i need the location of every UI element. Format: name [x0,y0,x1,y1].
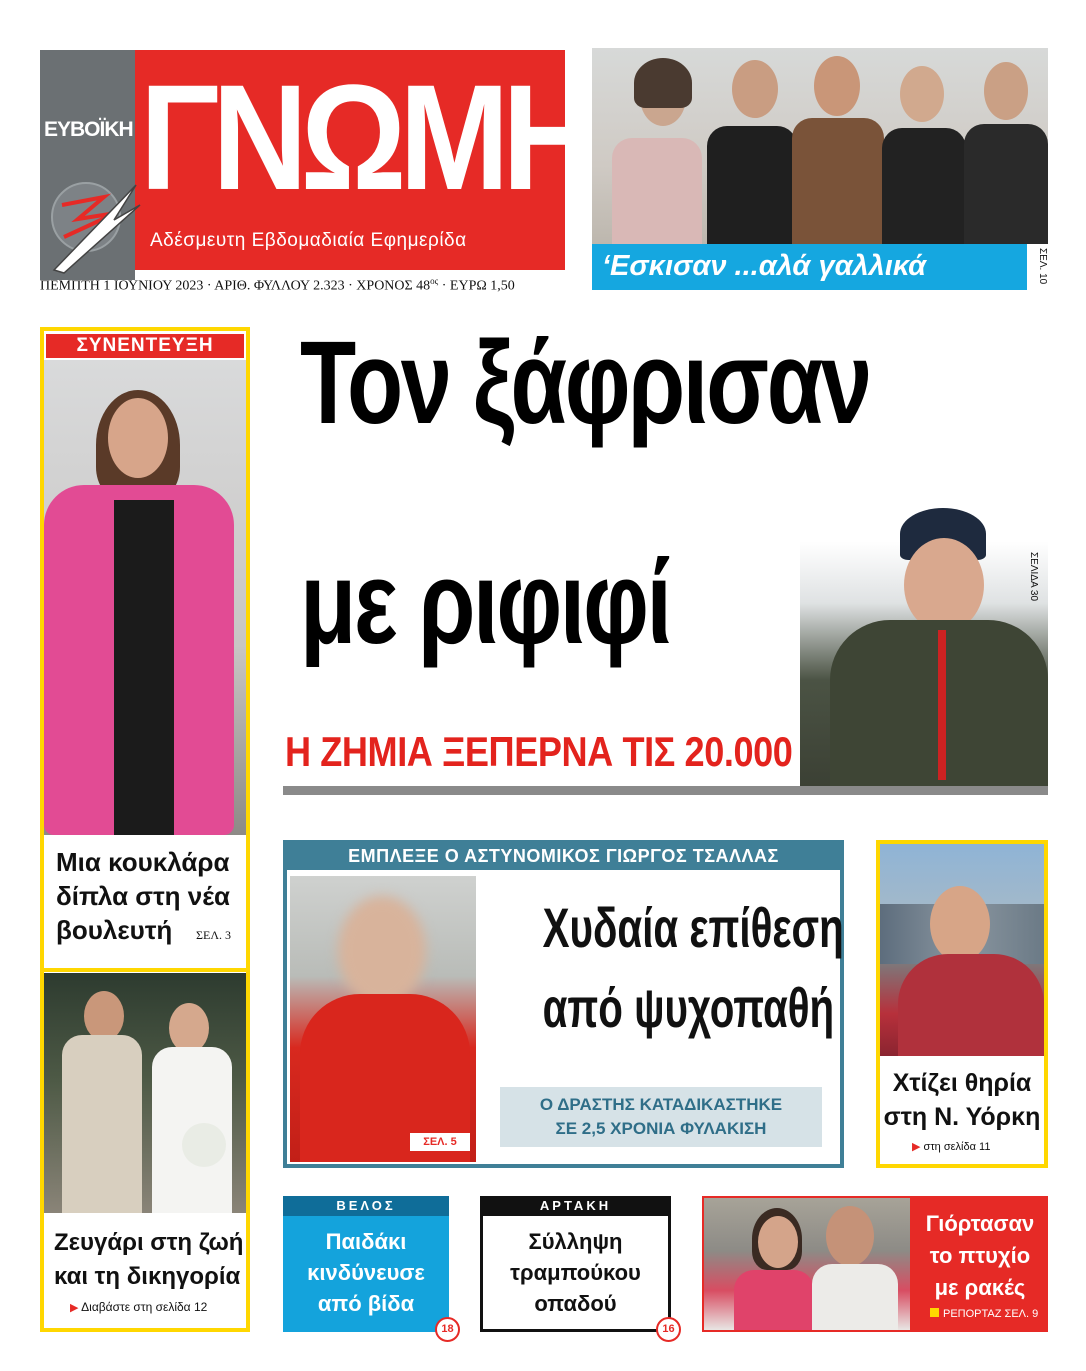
artaki-page-badge: 16 [656,1317,681,1342]
top-story-caption[interactable]: ‘Εσκισαν ...αλά γαλλικά [602,250,927,282]
pink-jacket-shape [734,1270,814,1330]
person-face [814,56,860,116]
artaki-line1: Σύλληψη [528,1229,623,1254]
white-shirt-shape [812,1264,898,1330]
triangle-right-icon: ▶ [912,1141,921,1153]
right-headline-line2: στη Ν. Υόρκη [883,1103,1041,1131]
dateline-text: ΠΕΜΠΤΗ 1 ΙΟΥΝΙΟΥ 2023 · ΑΡΙΘ. ΦΥΛΛΟΥ 2.323 · ΧΡΟΝΟΣ 48 [40,278,431,294]
middle-sub-line1: Ο ΔΡΑΣΤΗΣ ΚΑΤΑΔΙΚΑΣΤΗΚΕ [539,1095,783,1114]
middle-story-photo[interactable] [290,876,476,1162]
interview-headline-line1: Μια κουκλάρα [56,847,230,877]
dateline-sup: ος [430,276,439,286]
suit-shape [62,1035,142,1213]
person-body [612,138,702,244]
interview-headline-line2: δίπλα στη νέα [56,881,230,911]
middle-story-page: ΣΕΛ. 5 [410,1133,470,1151]
triangle-right-icon: ▶ [70,1302,79,1314]
couple-headline[interactable] [54,1226,243,1294]
artaki-line2: τραμπούκου [510,1260,641,1285]
couple-headline-line1: Ζευγάρι στη ζωή [54,1229,244,1256]
artaki-headline[interactable] [480,1226,671,1319]
middle-story-headline[interactable] [495,888,844,1048]
interview-page: ΣΕΛ. 3 [196,928,232,942]
person-face [826,1206,874,1266]
velos-headline[interactable] [283,1226,449,1319]
middle-headline-line1: Χυδαία επίθεση [542,896,844,959]
top-story-page: ΣΕΛ. 10 [1037,248,1048,285]
velos-line2: κινδύνευσε [307,1260,425,1285]
middle-story-tag: ΕΜΠΛΕΞΕ Ο ΑΣΤΥΝΟΜΙΚΟΣ ΓΙΩΡΓΟΣ ΤΣΑΛΛΑΣ [287,843,840,870]
right-story-page [912,1140,990,1153]
bouquet-shape [182,1123,226,1167]
main-story-page: ΣΕΛΙΔΑ 30 [1028,552,1039,602]
right-story-photo[interactable] [880,844,1044,1056]
top-story-photo[interactable] [592,48,1048,244]
person-body [707,126,797,244]
dateline-price: · ΕΥΡΩ 1,50 [438,278,515,294]
couple-headline-line2: και τη δικηγορία [54,1263,241,1290]
couple-photo[interactable] [44,973,246,1213]
headline-divider [283,786,1048,795]
graduation-page [930,1308,1038,1320]
left-column-divider [44,968,246,972]
person-body [792,118,884,244]
hair-shape [634,58,692,108]
middle-sub-line2: ΣΕ 2,5 ΧΡΟΝΙΑ ΦΥΛΑΚΙΣΗ [555,1119,767,1138]
couple-page-text: Διαβάστε στη σελίδα 12 [81,1300,208,1314]
artaki-line3: οπαδού [534,1291,617,1316]
velos-line3: από βίδα [317,1291,415,1316]
middle-story-subheadline [500,1087,822,1147]
person-face [900,66,944,122]
interview-photo[interactable] [44,360,246,835]
hoodie-shape [898,954,1044,1056]
interview-tag: ΣΥΝΕΝΤΕΥΞΗ [46,334,244,358]
graduation-line1: Γιόρτασαν [925,1211,1035,1236]
newspaper-name: ΓΝΩΜΗ [140,53,591,221]
main-story-photo[interactable] [800,480,1048,788]
person-face [904,538,984,632]
black-outfit-shape [114,500,174,835]
right-headline-line1: Χτίζει θηρία [892,1069,1032,1097]
velos-line1: Παιδάκι [325,1229,407,1254]
person-face [108,398,168,478]
right-story-page-text: στη σελίδα 11 [923,1141,991,1153]
blurred-face [338,896,426,1006]
masthead-region: ΕΥΒΟΪΚΗ [44,118,133,141]
person-body [882,128,966,244]
person-body [964,124,1048,244]
person-face [732,60,778,118]
right-story-headline[interactable] [880,1066,1044,1134]
person-face [758,1216,798,1268]
square-bullet-icon [930,1308,939,1317]
velos-tag: ΒΕΛΟΣ [283,1196,449,1216]
couple-page [70,1300,207,1314]
graduation-page-text: ΡΕΠΟΡΤΑΖ ΣΕΛ. 9 [943,1308,1039,1320]
main-headline-line1[interactable]: Τον ξάφρισαν [300,317,870,449]
person-face [984,62,1028,120]
dateline [40,276,515,295]
masthead-tagline: Αδέσμευτη Εβδομαδιαία Εφημερίδα [150,230,467,251]
person-face [169,1003,209,1053]
graduation-line2: το πτυχίο [929,1243,1031,1268]
zipper-shape [938,630,946,780]
graduation-line3: με ρακές [934,1275,1026,1300]
lightning-logo-icon [44,175,144,280]
middle-headline-line2: από ψυχοπαθή [542,976,835,1039]
main-headline-line2[interactable]: με ριφιφί [300,537,670,669]
interview-headline-line3: βουλευτή [56,915,173,945]
graduation-photo[interactable] [704,1198,910,1330]
main-subheadline: Η ΖΗΜΙΑ ΞΕΠΕΡΝΑ ΤΙΣ 20.000 [285,728,793,775]
person-face [930,886,990,962]
velos-page-badge: 18 [435,1317,460,1342]
artaki-tag: ΑΡΤΑΚΗ [480,1196,671,1216]
person-face [84,991,124,1041]
graduation-headline[interactable] [912,1208,1048,1304]
